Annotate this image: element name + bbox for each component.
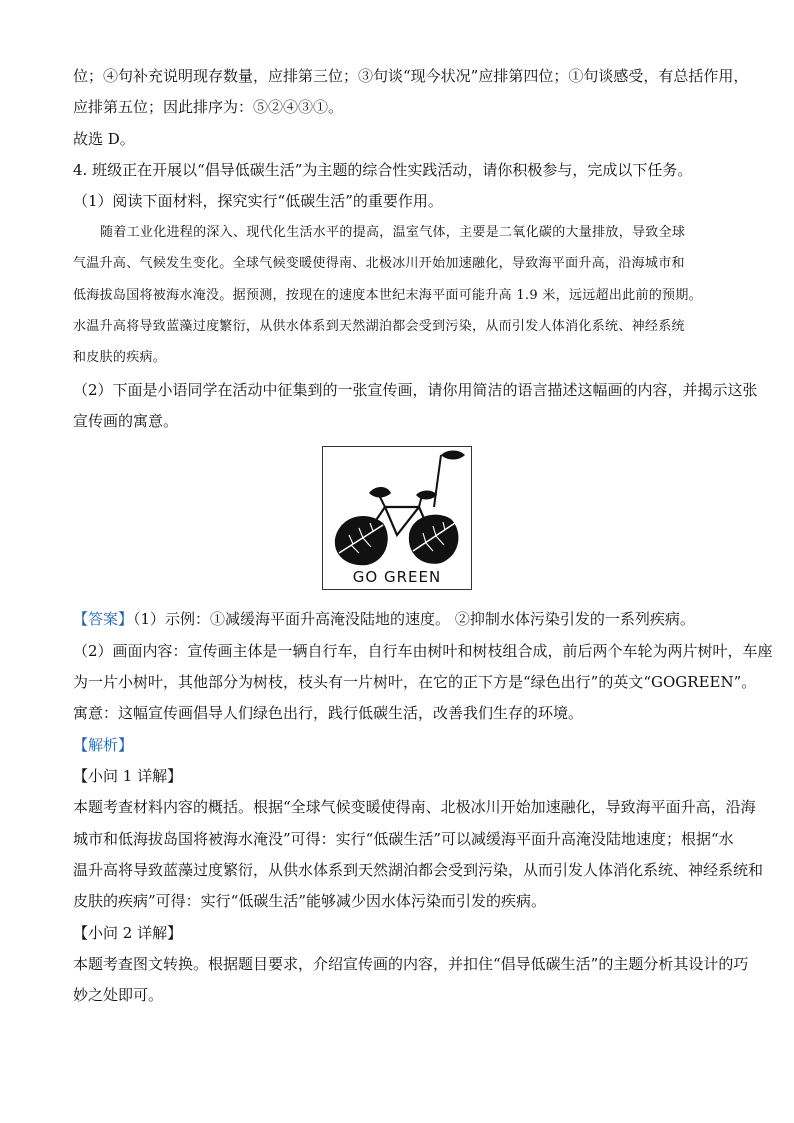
sub-1-line-1: 本题考查材料内容的概括。根据“全球气候变暖使得南、北极冰川开始加速融化，导致海平面升高，沿海 [73, 798, 756, 816]
answer-text-1: （1）示例：①减缓海平面升高淹没陆地的速度。 ②抑制水体污染引发的一系列疾病。 [133, 610, 695, 628]
sub-question-1-title: 【小问 1 详解】 [73, 767, 183, 785]
sub-2-line-2: 妙之处即可。 [73, 986, 164, 1004]
poster-caption: GO GREEN [352, 568, 442, 586]
task-1-prompt: （1）阅读下面材料，探究实行“低碳生活”的重要作用。 [73, 192, 443, 210]
material-line-2: 气温升高、气候发生变化。全球气候变暖使得南、北极冰川开始加速融化，导致海平面升高，沿海城市和 [73, 256, 685, 271]
answer-line-2: （2）画面内容：宣传画主体是一辆自行车，自行车由树叶和树枝组合成，前后两个车轮为两片树叶，车座 [73, 642, 773, 660]
material-line-1: 随着工业化进程的深入、现代化生活水平的提高，温室气体，主要是二氧化碳的大量排放，导致全球 [100, 225, 686, 240]
task-2-prompt-line-2: 宣传画的寓意。 [73, 412, 179, 430]
task-2-prompt-line-1: （2）下面是小语同学在活动中征集到的一张宣传画，请你用简洁的语言描述这幅画的内容，并揭示这张 [73, 381, 758, 399]
prev-answer-choice: 故选 D。 [73, 130, 135, 148]
sub-1-line-4: 皮肤的疾病”可得：实行“低碳生活”能够减少因水体污染而引发的疾病。 [73, 892, 547, 910]
sub-question-2-title: 【小问 2 详解】 [73, 924, 183, 942]
question-stem: 4. 班级正在开展以“倡导低碳生活”为主题的综合性实践活动，请你积极参与，完成以下任务。 [73, 161, 693, 179]
material-line-3: 低海拔岛国将被海水淹没。据预测，按现在的速度本世纪末海平面可能升高 1.9 米，远远超出此前的预期。 [73, 288, 702, 303]
answer-line-3: 为一片小树叶，其他部分为树枝，枝头有一片树叶，在它的正下方是“绿色出行”的英文“GOGREEN”。 [73, 673, 757, 691]
answer-line-4: 寓意：这幅宣传画倡导人们绿色出行，践行低碳生活，改善我们生存的环境。 [73, 704, 584, 722]
answer-line-1 [73, 609, 695, 629]
sub-1-line-2: 城市和低海拔岛国将被海水淹没”可得：实行“低碳生活”可以减缓海平面升高淹没陆地速度；根据“水 [73, 830, 734, 848]
material-line-4: 水温升高将导致蓝藻过度繁衍，从供水体系到天然湖泊都会受到污染，从而引发人体消化系统、神经系统 [73, 319, 685, 334]
sub-1-line-3: 温升高将导致蓝藻过度繁衍，从供水体系到天然湖泊都会受到污染，从而引发人体消化系统、神经系统和 [73, 861, 764, 879]
prev-answer-line-2: 应排第五位；因此排序为：⑤②④③①。 [73, 98, 344, 116]
material-line-5: 和皮肤的疾病。 [73, 350, 167, 365]
go-green-poster [322, 446, 472, 590]
prev-answer-line-1: 位；④句补充说明现存数量，应排第三位；③句谈“现今状况”应排第四位；①句谈感受，有总括作用， [73, 67, 749, 85]
answer-tag: 【答案】 [73, 610, 134, 628]
analysis-tag: 【解析】 [73, 736, 134, 754]
sub-2-line-1: 本题考查图文转换。根据题目要求，介绍宣传画的内容，并扣住“倡导低碳生活”的主题分析其设计的巧 [73, 955, 749, 973]
